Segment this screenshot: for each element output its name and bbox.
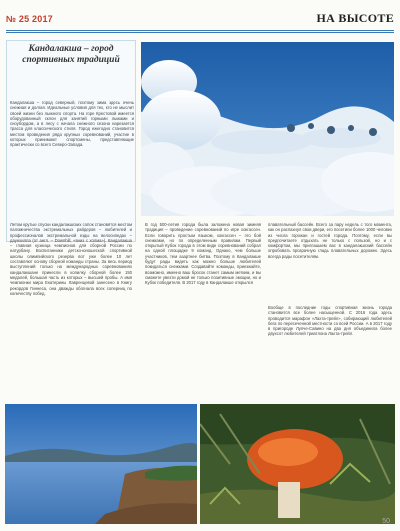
article-column-3: плавательный бассейн. Всего за пару недель с того момента, как он распахнул свои двери, его посетили более 1000 человек из числа горожан и гостей города. Поэтому, если вы предпочитаете отдыхать не только с пользой, но и с комфортом, мы приглашаем вас в кандалакшский бассейн опробовать прозрачную гладь плавательных дорожек. Здесь всегда рады посетителям. [268, 222, 392, 259]
article-lead: Кандалакша – город северный, поэтому зима здесь очень снежная и долгая. Идеальные условия для тех, кто не мыслит своей жизни без лыжного спорта. На горе Крестовой имеется оборудованный склон для занятий горными лыжами и сноубордом, а в лесу с начала снежного сезона нарезается трасса для классического стиля. Город ежегодно становится местом проведения ряда крупных соревнований, участие в которых принимают спортсмены, представляющие практически со всего Северо-Запада. [10, 100, 134, 148]
page-header [6, 11, 394, 30]
article-column-2: В год 500-летия города была заложена новая зимняя традиция – проведение соревнований по игре хокгассен. Если говорить простым языком, хокгассен – это бой снежками, но по определенным правилам. Первый открытый Кубок города в этом виде соревнований собрал на одной площадке 9 команд. Однако, чем больше участников, тем азартнее битва. Поэтому в Кандалакше будут рады видеть как можно больше любителей покидаться снежками. Создавайте команды, приезжайте, возможно, именно ваш бросок станет самым метким, и вы сможете увезти домой не только позитивные эмоции, но и Кубок победителя. В 2017 году в Кандалакше открылся [145, 222, 261, 286]
photo-snowy-hills [141, 42, 394, 216]
issue-number: № 25 2017 [6, 14, 53, 24]
article-column-1: Летом крутые спуски кандалакшских сопок становятся местом паломничества экстремальных райдеров – любителей и профессионалов экстремальной езды на велосипедах – даунхилла (от англ. – Downhill, «вниз с холма»). Кандалакша – главная кузница чемпионов для сборной России по натурбану. Воспитанники детско-юношеской спортивной школы олимпийского резерва вот уже более 10 лет составляют основу сборной команды страны. За весь период выступлений только на международных соревнованиях кандалакшане принесли в копилку сборной более 150 медалей, большая часть из которых – высшей пробы. А имя чемпионки мира Екатерины Лавренцевой занесено в Книгу рекордов Гиннеса, она дважды обогнала всех соперниц по количеству побед. [10, 222, 132, 296]
article-title: Кандалакша – город спортивных традиций [22, 44, 120, 65]
article-column-3-continued: Вообще в последние годы спортивная жизнь города становится все более насыщенной. С 2016 года здесь проводится марафон «Лахта-трейл», собирающий любителей бега по пересеченной местности со всей России. А в 2017 году в пригороде Лупче-Савино на два дня объединила более двухсот любителей триатлона Лахта-трейл. [268, 305, 392, 337]
photo-lake-shore [5, 404, 197, 524]
header-rule-secondary [6, 32, 394, 33]
photo-mushroom-forest [200, 404, 395, 524]
section-title: НА ВЫСОТЕ [316, 11, 394, 25]
footer-mark: 50 [382, 518, 390, 525]
header-rule [6, 30, 394, 31]
